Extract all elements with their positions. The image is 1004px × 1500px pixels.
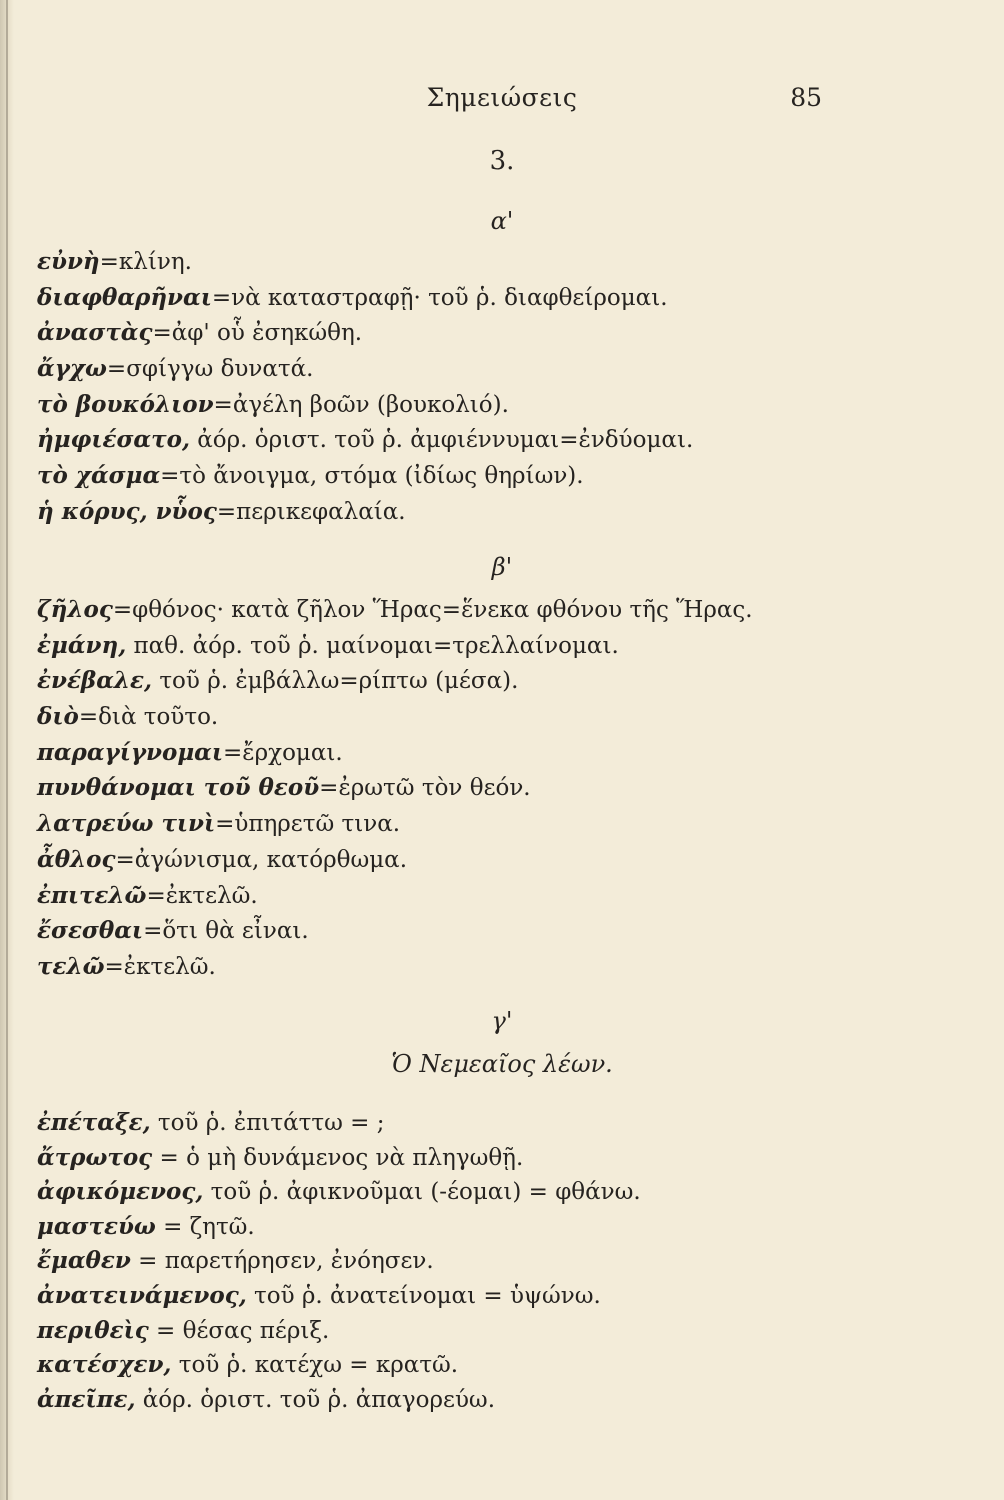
subsection-subtitle: Ὁ Νεμεαῖος λέων. [391, 1050, 613, 1078]
entry-headword: ἠμφιέσατο, [37, 426, 190, 454]
vocab-entry [37, 770, 977, 806]
vocab-entry [37, 806, 977, 842]
vocab-entry [37, 351, 977, 387]
entry-gloss: ἀόρ. ὁριστ. τοῦ ῥ. ἀμφιέννυμαι=ἐνδύομαι. [189, 427, 694, 454]
entry-gloss: τοῦ ῥ. ἀφικνοῦμαι (-έομαι) = φθάνω. [203, 1179, 641, 1206]
entry-gloss: =ἐρωτῶ τὸν θεόν. [319, 775, 531, 802]
entry-headword: ἐπέταξε, [37, 1109, 151, 1136]
page-header-title: Σημειώσεις [426, 83, 578, 112]
vocab-entry [37, 699, 977, 735]
entry-gloss: = παρετήρησεν, ἐνόησεν. [130, 1248, 434, 1275]
entry-gloss: =σφίγγω δυνατά. [106, 356, 314, 383]
entry-gloss: =ἔρχομαι. [223, 739, 343, 766]
entry-gloss: τοῦ ῥ. ἐμβάλλω=ρίπτω (μέσα). [152, 668, 519, 695]
entry-list-gamma [37, 1106, 977, 1417]
vocab-entry [37, 842, 977, 878]
vocab-entry [37, 592, 977, 628]
subsection-heading-alpha: α' [490, 207, 514, 235]
entry-headword: τελῶ [37, 952, 105, 980]
page-number: 85 [790, 83, 822, 112]
vocab-entry [37, 458, 977, 494]
entry-gloss: =περικεφαλαία. [216, 498, 406, 525]
vocab-entry [37, 1383, 977, 1418]
entry-headword: κατέσχεν, [37, 1351, 172, 1379]
entry-headword: ἀναστὰς [37, 319, 153, 347]
entry-gloss: =ἀγέλη βοῶν (βουκολιό). [213, 391, 509, 418]
entry-headword: ἀνατεινάμενος, [37, 1281, 247, 1309]
entry-gloss: = θέσας πέριξ. [148, 1317, 330, 1344]
vocab-entry [37, 1244, 977, 1279]
subsection-heading-gamma: γ' [491, 1007, 513, 1035]
vocab-entry [37, 628, 977, 664]
vocab-entry [37, 1210, 977, 1245]
entry-gloss: =νὰ καταστραφῇ· τοῦ ῥ. διαφθείρομαι. [211, 284, 668, 311]
entry-gloss: =ἀγώνισμα, κατόρθωμα. [115, 846, 408, 873]
entry-gloss: =φθόνος· κατὰ ζῆλον Ἥρας=ἕνεκα φθόνου τῆς Ἥρας. [112, 597, 753, 623]
vocab-entry [37, 315, 977, 351]
entry-headword: ἀπεῖπε, [37, 1385, 136, 1413]
entry-gloss: =ἀφ' οὗ ἐσηκώθη. [152, 320, 363, 347]
entry-gloss: =ὅτι θὰ εἶναι. [143, 918, 309, 945]
entry-gloss: τοῦ ῥ. ἐπιτάττω = ; [150, 1110, 385, 1136]
vocab-entry [37, 244, 977, 280]
entry-headword: διὸ [37, 703, 79, 731]
vocab-entry [37, 1141, 977, 1176]
vocab-entry [37, 735, 977, 771]
entry-headword: τὸ χάσμα [37, 462, 161, 490]
entry-gloss: τοῦ ῥ. κατέχω = κρατῶ. [171, 1352, 459, 1379]
entry-headword: ἡ κόρυς, νὗος [37, 497, 217, 525]
entry-gloss: ἀόρ. ὁριστ. τοῦ ῥ. ἀπαγορεύω. [135, 1386, 496, 1413]
vocab-entry [37, 949, 977, 985]
vocab-entry [37, 422, 977, 458]
entry-headword: ζῆλος [37, 596, 113, 623]
vocab-entry [37, 1175, 977, 1210]
entry-headword: πυνθάνομαι τοῦ θεοῦ [37, 774, 320, 802]
entry-gloss: = ζητῶ. [155, 1213, 255, 1240]
vocab-entry [37, 1314, 977, 1349]
entry-headword: περιθεὶς [37, 1316, 149, 1344]
entry-headword: τὸ βουκόλιον [37, 390, 214, 418]
entry-gloss: =ὑπηρετῶ τινα. [215, 811, 401, 838]
entry-headword: εὐνὴ [37, 248, 100, 275]
entry-headword: ἔσεσθαι [37, 917, 144, 945]
entry-headword: ἄτρωτος [37, 1143, 153, 1171]
entry-gloss: =τὸ ἄνοιγμα, στόμα (ἰδίως θηρίων). [160, 463, 584, 490]
entry-headword: ἐνέβαλε, [37, 667, 153, 695]
vocab-entry [37, 494, 977, 530]
vocab-entry [37, 663, 977, 699]
entry-headword: ἔμαθεν [37, 1247, 131, 1275]
entry-gloss: = ὁ μὴ δυνάμενος νὰ πληγωθῇ. [152, 1144, 524, 1171]
entry-headword: ἀφικόμενος, [37, 1178, 204, 1206]
vocab-entry [37, 1348, 977, 1383]
entry-headword: παραγίγνομαι [37, 738, 223, 766]
entry-headword: λατρεύω τινὶ [37, 810, 216, 838]
vocab-entry [37, 387, 977, 423]
section-number: 3. [489, 146, 515, 176]
entry-gloss: =κλίνη. [99, 249, 192, 275]
entry-headword: ἆθλος [37, 845, 116, 873]
running-head [0, 83, 1004, 123]
entry-headword: μαστεύω [37, 1212, 156, 1240]
entry-headword: ἐπιτελῶ [37, 881, 147, 909]
entry-list-beta [37, 592, 977, 985]
vocab-entry [37, 280, 977, 316]
vocab-entry [37, 1106, 977, 1141]
vocab-entry [37, 1279, 977, 1314]
entry-gloss: =ἐκτελῶ. [146, 882, 258, 909]
entry-headword: ἄγχω [37, 355, 107, 383]
entry-gloss: =ἐκτελῶ. [104, 953, 216, 980]
vocab-entry [37, 913, 977, 949]
entry-headword: διαφθαρῆναι [37, 283, 212, 311]
subsection-heading-beta: β' [491, 553, 513, 581]
entry-gloss: τοῦ ῥ. ἀνατείνομαι = ὑψώνω. [246, 1282, 601, 1309]
entry-list-alpha [37, 244, 977, 530]
entry-gloss: =διὰ τοῦτο. [78, 704, 219, 731]
entry-headword: ἐμάνη, [37, 631, 127, 659]
vocab-entry [37, 878, 977, 914]
entry-gloss: παθ. ἀόρ. τοῦ ῥ. μαίνομαι=τρελλαίνομαι. [126, 632, 619, 659]
